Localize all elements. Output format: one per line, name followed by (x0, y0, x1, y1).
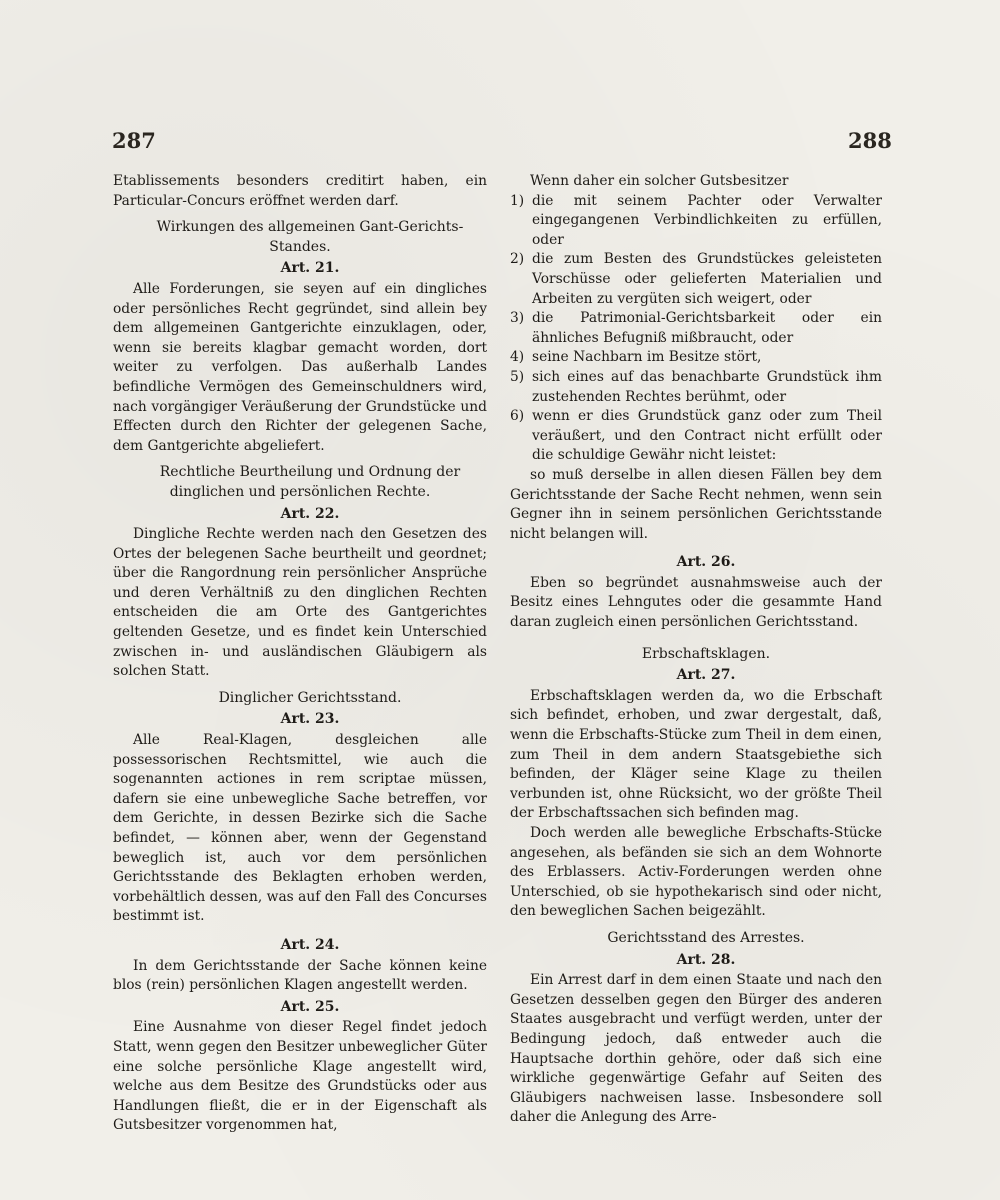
list-item-text: die zum Besten des Grundstückes geleisteten Vorschüsse oder gelieferten Materialien und Arbeiten zu vergüten sich weigert, oder (532, 251, 882, 307)
article-23-label: Art. 23. (280, 711, 340, 728)
article-24-label: Art. 24. (280, 936, 340, 953)
list-item (510, 250, 882, 309)
list-item-number: 2) (510, 251, 525, 268)
list-item-text: die Patrimonial-Gerichtsbarkeit oder ein ähnliches Befugniß mißbraucht, oder (532, 310, 882, 346)
list-item-number: 4) (510, 349, 525, 366)
article-25-text: Eine Ausnahme von dieser Regel findet jedoch Statt, wenn gegen den Besitzer unbeweglicher Güter eine solche persönliche Klage angestellt wird, welche aus dem Besitze des Grundstücks oder aus Handlungen fließt, die er in der Eigenschaft als Gutsbesitzer vorgenommen hat, (113, 1019, 487, 1134)
list-item-number: 3) (510, 310, 525, 327)
right-page-column (510, 172, 882, 1128)
article-28-text: Ein Arrest darf in dem einen Staate und nach den Gesetzen desselben gegen den Bürger des anderen Staates ausgebracht und verfügt werden, unter der Bedingung jedoch, daß entweder auch die Hauptsache dorthin gehöre, oder daß sich eine wirkliche gegenwärtige Gefahr auf Seiten des Gläubigers nachweisen lasse. Insbesondere soll daher die Anlegung des Arre- (510, 972, 882, 1126)
heading-wirkungen: Wirkungen des allgemeinen Gant-Gerichts-Standes. (156, 219, 464, 255)
list-item (510, 309, 882, 348)
list-conclusion-text: so muß derselbe in allen diesen Fällen bey dem Gerichtsstande der Sache Recht nehmen, wenn sein Gegner ihn in seinem persönlichen Gerichtsstande nicht belangen will. (510, 466, 882, 542)
article-24-text: In dem Gerichtsstande der Sache können keine blos (rein) persönlichen Klagen angestellt werden. (113, 957, 487, 994)
page-number-right: 288 (848, 128, 892, 153)
article-27-text-continued: Doch werden alle bewegliche Erbschafts-Stücke angesehen, als befänden sie sich an dem Wohnorte des Erblassers. Activ-Forderungen werden ohne Unterschied, ob sie hypothekarisch sind oder nicht, den beweglichen Sachen beigezählt. (510, 825, 882, 920)
list-item-number: 1) (510, 192, 525, 209)
article-21-label: Art. 21. (280, 260, 340, 277)
list-item-number: 5) (510, 368, 525, 385)
heading-rechtliche-beurtheilung: Rechtliche Beurtheilung und Ordnung der dinglichen und persönlichen Rechte. (159, 464, 461, 500)
heading-erbschaftsklagen: Erbschaftsklagen. (641, 645, 771, 662)
article-22-label: Art. 22. (280, 505, 340, 522)
list-item-number: 6) (510, 408, 525, 425)
article-27-text: Erbschaftsklagen werden da, wo die Erbschaft sich befindet, erhoben, und zwar dergestalt, daß, wenn die Erbschafts-Stücke zum Theil in dem einen, zum Theil in dem andern Staatsgebiethe sich befinden, der Kläger seine Klage zu theilen verbunden ist, ohne Rücksicht, wo der größte Theil der Erbschaftssachen sich befinden mag. (510, 687, 882, 822)
article-26-label: Art. 26. (676, 554, 736, 571)
list-item-text: sich eines auf das benachbarte Grundstück ihm zustehenden Rechtes berühmt, oder (532, 368, 882, 405)
list-item (510, 368, 882, 407)
article-21-text: Alle Forderungen, sie seyen auf ein dingliches oder persönliches Recht gegründet, sind allein bey dem allgemeinen Gantgerichte einzuklagen, oder, wenn sie bereits klagbar gemacht worden, dort weiter zu verfolgen. Das außerhalb Landes befindliche Vermögen des Gemeinschuldners wird, nach vorgängiger Veräußerung der Grundstücke und Effecten durch den Richter der gelegenen Sache, dem Gantgerichte abgeliefert. (113, 280, 487, 454)
article-27-label: Art. 27. (676, 667, 736, 684)
heading-dinglicher-gerichtsstand: Dinglicher Gerichtsstand. (218, 689, 402, 706)
list-item-text: wenn er dies Grundstück ganz oder zum Theil veräußert, und den Contract nicht erfüllt oder die schuldige Gewähr nicht leistet: (532, 408, 882, 464)
list-item-text: die mit seinem Pachter oder Verwalter eingegangenen Verbindlichkeiten zu erfüllen, oder (532, 192, 882, 248)
left-intro-text: Etablissements besonders creditirt haben, ein Particular-Concurs eröffnet werden darf. (113, 173, 487, 209)
right-intro-text: Wenn daher ein solcher Gutsbesitzer (530, 173, 789, 189)
list-item (510, 407, 882, 466)
list-item (510, 192, 882, 251)
list-item (510, 348, 882, 368)
article-22-text: Dingliche Rechte werden nach den Gesetzen des Ortes der belegenen Sache beurtheilt und geordnet; über die Rangordnung rein persönlicher Ansprüche und deren Verhältniß zu den dinglichen Rechten entscheiden die am Orte des Gantgerichtes geltenden Gesetze, und es findet kein Unterschied zwischen in- und ausländischen Gläubigern als solchen Statt. (113, 526, 487, 680)
page-number-left: 287 (112, 128, 156, 153)
article-28-label: Art. 28. (676, 951, 736, 968)
list-item-text: seine Nachbarn im Besitze stört, (532, 349, 762, 366)
article-23-text: Alle Real-Klagen, desgleichen alle possessorischen Rechtsmittel, wie auch die sogenannten actiones in rem scriptae müssen, dafern sie eine unbewegliche Sache betreffen, vor dem Gerichte, in dessen Bezirke sich die Sache befindet, — können aber, wenn der Gegenstand beweglich ist, auch vor dem persönlichen Gerichtsstande des Beklagten erhoben werden, vorbehältlich dessen, was auf den Fall des Concurses bestimmt ist. (113, 732, 487, 925)
left-page-column (113, 172, 487, 1136)
article-25-label: Art. 25. (280, 998, 340, 1015)
heading-gerichtsstand-des-arrestes: Gerichtsstand des Arrestes. (607, 929, 805, 946)
article-26-text: Eben so begründet ausnahmsweise auch der Besitz eines Lehngutes oder die gesammte Hand daran zugleich einen persönlichen Gerichtsstand. (510, 574, 882, 631)
